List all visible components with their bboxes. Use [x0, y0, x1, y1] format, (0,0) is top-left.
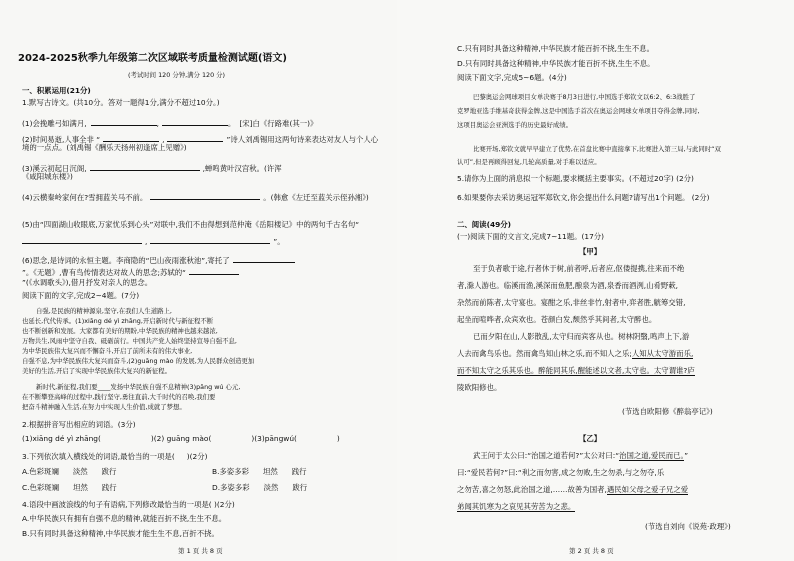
question-heading: 2.根据拼音写出相应的词语。(3分)	[22, 420, 136, 429]
passage-line: 自强不息,为中华民族伟大复兴而奋斗,(2)guāng mào 的发展,为人民群众创造更加	[22, 357, 255, 365]
passage-line: 武王问于太公曰:“治国之道若何?”太公对曰:“治国之道,爱民而已。”	[473, 451, 689, 460]
sub-heading: (一)阅读下面的文言文,完成7~11题。(17分)	[457, 232, 605, 241]
reading-heading: 阅读下面文字,完成5~6题。(4分)	[457, 73, 567, 82]
passage-line: 把奋斗精神融入生活,在努力中实现人生价值,成就了梦想。	[22, 403, 186, 411]
passage-line: 曰:“爱民若何?”曰:“利之而勿害,成之勿败,生之勿杀,与之勿夺,乐	[457, 468, 665, 477]
passage-line: 美好的生活,开启了实现中华民族伟大复兴的新征程。	[22, 367, 172, 375]
pinyin-answers: (1)xiāng dé yì zhāng( )(2) guāng mào( )(3)pāngwú( )	[22, 434, 340, 443]
news-line: 这项目奥运会亚洲选手的历史最好成绩。	[457, 121, 573, 129]
question-heading: 3.下列依次填入横线处的词语,最恰当的一项是( )(2分)	[22, 452, 208, 461]
passage-line: 人去而禽鸟乐也。然而禽鸟知山林之乐,而不知人之乐;人知从太守游而乐,	[457, 349, 694, 358]
question-line: (1)会挽雕弓如满月, , 。 [宋]白《行路难(其一)》	[22, 119, 318, 128]
passage-line: 在不断攀登高峰的过程中,践行坚守,勇往直前,大千时代的召唤,我们要	[22, 393, 216, 401]
page-number: 第 1 页 共 8 页	[178, 547, 223, 555]
passage-line: 而不知太守之乐其乐也。醉能同其乐,醒能述以文者,太守也。太守谓谁?庐	[457, 366, 695, 375]
question-line: 6.如果要你去采访奥运冠军郑钦文,你会提出什么问题?请写出1个问题。 (2分)	[457, 193, 710, 202]
section-heading: 二、阅读(49分)	[457, 220, 511, 229]
passage-line: 为中华民族伟大复兴而不懈奋斗,开启了前所未有的伟大事业,	[22, 347, 193, 355]
question-line: 《咸阳城东楼》)	[22, 172, 73, 181]
news-line: 认可”,但是再顾得回复,几轮高质量,对手难以适应。	[457, 158, 601, 166]
passage-line: 已而夕阳在山,人影散乱,太守归而宾客从也。树林阴翳,鸣声上下,游	[473, 332, 690, 341]
passage-line: 起坐而喧哗者,众宾欢也。苍颜白发,颓然乎其间者,太守醉也。	[457, 315, 657, 324]
exam-title: 2024-2025秋季九年级第二次区域联考质量检测试题(语文)	[18, 53, 287, 64]
passage-line: 也不断创新和发展。大家都有美好的期盼,中华民族的精神也越来越浓,	[22, 327, 218, 335]
question-line: ”(《水调歌头》),借月抒发对亲人的思念。	[22, 278, 153, 287]
question-heading: 1.默写古诗文。(共10分。答对一题得1分,满分不超过10分。)	[22, 98, 220, 107]
passage-label: 【乙】	[579, 434, 602, 443]
passage-line: 杂然而前陈者,太守宴也。宴酣之乐,非丝非竹,射者中,弈者胜,觥筹交错,	[457, 298, 686, 307]
question-line: (4)云横秦岭家何在?雪拥蓝关马不前。 。(韩愈《左迁至蓝关示侄孙湘》)	[22, 193, 369, 202]
question-line: , ”。	[22, 235, 285, 247]
question-line: 5.请你为上面的消息拟一个标题,要求概括主要事实。(不超过20字) (2分)	[457, 174, 694, 183]
choice-option[interactable]: A.中华民族只有拥有自强不息的精神,就能百折不挠,生生不息。	[22, 514, 227, 523]
page-number: 第 2 页 共 8 页	[569, 547, 614, 555]
choice-option[interactable]: B.只有同时具备这种精神,中华民族才能生生不息,百折不挠。	[22, 529, 219, 538]
question-line: 境的一点点。(刘禹锡《酬乐天扬州初逢席上见赠》)	[22, 143, 187, 152]
passage-line: 者,滁人游也。临溪而渔,溪深而鱼肥,酿泉为酒,泉香而酒洌,山肴野蔌,	[457, 281, 679, 290]
reading-heading: 阅读下面的文字,完成2~4题。(7分)	[22, 291, 140, 300]
passage-line: 也延长,代代传承。(1)xiāng dé yì zhāng,开启新时代与新征程不断	[22, 317, 214, 325]
news-line: 比赛开场,郑钦文就早早建立了优势,在首盘比赛中直接拿下,比赛进入第三局,与此同时“双	[473, 145, 721, 153]
question-line: (3)溪云初起日沉阁, ,蝉鸣黄叶汉宫秋。(许浑	[22, 164, 282, 173]
underlined-sentence: 人知从太守游而乐,	[631, 349, 694, 358]
news-line: 克罗地亚选手维基奇获得金牌,这是中国选手首次在奥运会网球女单项目夺得金牌,同时,	[457, 107, 700, 115]
source-note: (节选自欧阳修《醉翁亭记》)	[622, 407, 713, 416]
choice-option[interactable]: D.多姿多彩 淡然 跋行	[212, 483, 308, 492]
passage-line: 陵欧阳修也。	[457, 383, 502, 392]
passage-line: 自强,是民族的精神源泉,坚守,在我们人生道路上,	[36, 307, 172, 315]
passage-line: 万物共生,风雨中坚守自我、砥砺前行。中国共产党人始终坚持宣导自强不息,	[22, 337, 237, 345]
question-line: (5)由“四面湖山收眼底,万家忧乐到心头”对联中,我们不由得想到范仲淹《岳阳楼记》中的两句千古名句“	[22, 220, 360, 229]
exam-subtitle: (考试时间 120 分钟,满分 120 分)	[128, 71, 226, 79]
question-line: ”。《无题》,曹有鸟传情表达对故人的思念;苏轼的“	[22, 266, 239, 278]
passage-label: 【甲】	[579, 247, 602, 256]
section-heading: 一、积累运用(21分)	[22, 86, 91, 95]
passage-line: 新时代,新征程,我们要____发扬中华民族自强不息精神(3)pāng wú 心元,	[36, 383, 241, 391]
question-heading: 4.语段中画波浪线的句子有语病,下列修改最恰当的一项是( )(2分)	[22, 500, 235, 509]
news-line: 巴黎奥运会网球项目女单决赛于8月3日进行,中国选手郑钦文以6:2、6:3战胜了	[473, 93, 696, 101]
choice-option[interactable]: A.色彩斑斓 淡然 跋行	[22, 467, 117, 476]
choice-option[interactable]: C.色彩斑斓 坦然 践行	[22, 483, 117, 492]
source-note: (节选自刘向《说苑·政理》)	[645, 522, 731, 531]
choice-option[interactable]: B.多姿多彩 坦然 践行	[212, 467, 307, 476]
passage-line: 至于负者歌于途,行者休于树,前者呼,后者应,伛偻提携,往来而不绝	[473, 264, 685, 273]
question-line: (6)思念,是诗词的永恒主题。李商隐的“巴山夜雨涨秋池”,寄托了	[22, 254, 295, 266]
choice-option[interactable]: C.只有同时具备这种精神,中华民族才能百折不挠,生生不息。	[457, 44, 654, 53]
exam-page-2	[397, 0, 794, 561]
passage-line: 弟闻其饥寒为之哀见其劳苦为之悲。	[457, 502, 576, 511]
question-line: (2)时间易逝,人事全非 “ , ”诗人刘禹锡用这两句诗来表达对友人与个人心	[22, 135, 379, 144]
passage-line: 之勿苦,喜之勿怒,此治国之道,……故善为国者,遇民如父母之爱子兄之爱	[457, 485, 689, 494]
choice-option[interactable]: D.只有同时具备这种精神,中华民族才能百折不挠,生生不息。	[457, 59, 655, 68]
